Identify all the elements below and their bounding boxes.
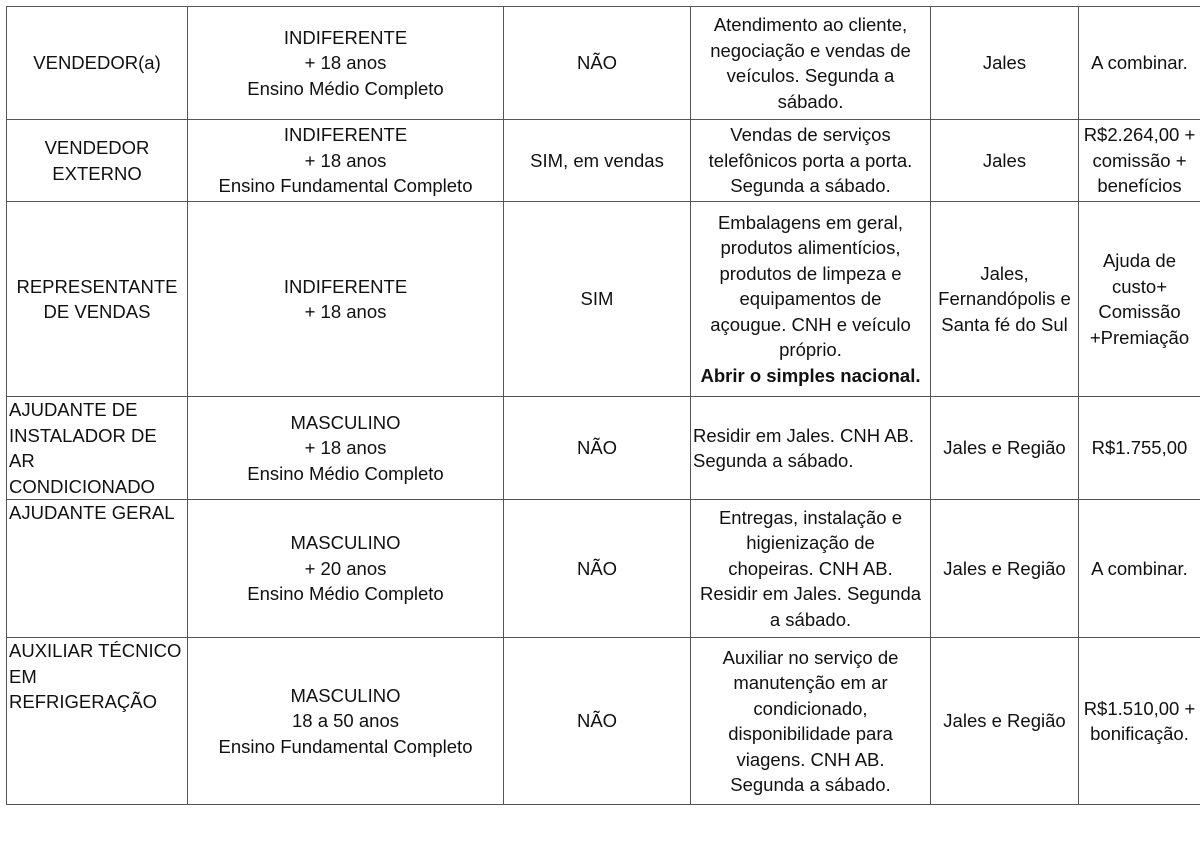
salary-cell: A combinar. <box>1079 500 1200 638</box>
experience-cell: NÃO <box>504 638 691 805</box>
job-title-cell: VENDEDOR EXTERNO <box>7 120 188 202</box>
description-cell: Residir em Jales. CNH AB. Segunda a sábado. <box>691 397 931 500</box>
description-text: Embalagens em geral, produtos alimentícios, produtos de limpeza e equipamentos de açougue. CNH e veículo próprio. <box>710 211 911 361</box>
description-cell: Entregas, instalação e higienização de chopeiras. CNH AB. Residir em Jales. Segunda a sábado. <box>691 500 931 638</box>
profile-cell: INDIFERENTE + 18 anos Ensino Médio Completo <box>188 7 504 120</box>
description-cell <box>691 202 931 397</box>
location-cell: Jales e Região <box>931 638 1079 805</box>
description-cell: Atendimento ao cliente, negociação e vendas de veículos. Segunda a sábado. <box>691 7 931 120</box>
location-cell: Jales, Fernandópolis e Santa fé do Sul <box>931 202 1079 397</box>
job-title-cell: AUXILIAR TÉCNICO EM REFRIGERAÇÃO <box>7 638 188 805</box>
salary-cell: Ajuda de custo+ Comissão +Premiação <box>1079 202 1200 397</box>
description-cell: Vendas de serviços telefônicos porta a porta. Segunda a sábado. <box>691 120 931 202</box>
description-highlight: Abrir o simples nacional. <box>700 364 921 386</box>
location-cell: Jales e Região <box>931 500 1079 638</box>
profile-cell: MASCULINO + 20 anos Ensino Médio Completo <box>188 500 504 638</box>
profile-cell: INDIFERENTE + 18 anos Ensino Fundamental Completo <box>188 120 504 202</box>
description-cell: Auxiliar no serviço de manutenção em ar condicionado, disponibilidade para viagens. CNH AB. Segunda a sábado. <box>691 638 931 805</box>
profile-cell: MASCULINO 18 a 50 anos Ensino Fundamental Completo <box>188 638 504 805</box>
salary-cell: R$1.755,00 <box>1079 397 1200 500</box>
location-cell: Jales e Região <box>931 397 1079 500</box>
job-listings-table <box>6 6 1200 805</box>
experience-cell: SIM <box>504 202 691 397</box>
profile-cell: INDIFERENTE + 18 anos <box>188 202 504 397</box>
table-row <box>7 120 1200 202</box>
experience-cell: NÃO <box>504 397 691 500</box>
salary-cell: A combinar. <box>1079 7 1200 120</box>
profile-cell: MASCULINO + 18 anos Ensino Médio Completo <box>188 397 504 500</box>
job-title-cell: REPRESENTANTE DE VENDAS <box>7 202 188 397</box>
table-row <box>7 202 1200 397</box>
table-row <box>7 500 1200 638</box>
salary-cell: R$1.510,00 + bonificação. <box>1079 638 1200 805</box>
job-title-cell: AJUDANTE GERAL <box>7 500 188 638</box>
location-cell: Jales <box>931 7 1079 120</box>
experience-cell: NÃO <box>504 500 691 638</box>
salary-cell: R$2.264,00 + comissão + benefícios <box>1079 120 1200 202</box>
experience-cell: NÃO <box>504 7 691 120</box>
experience-cell: SIM, em vendas <box>504 120 691 202</box>
location-cell: Jales <box>931 120 1079 202</box>
table-row <box>7 7 1200 120</box>
job-title-cell: VENDEDOR(a) <box>7 7 188 120</box>
job-title-cell: AJUDANTE DE INSTALADOR DE AR CONDICIONADO <box>7 397 188 500</box>
table-row <box>7 397 1200 500</box>
table-row <box>7 638 1200 805</box>
